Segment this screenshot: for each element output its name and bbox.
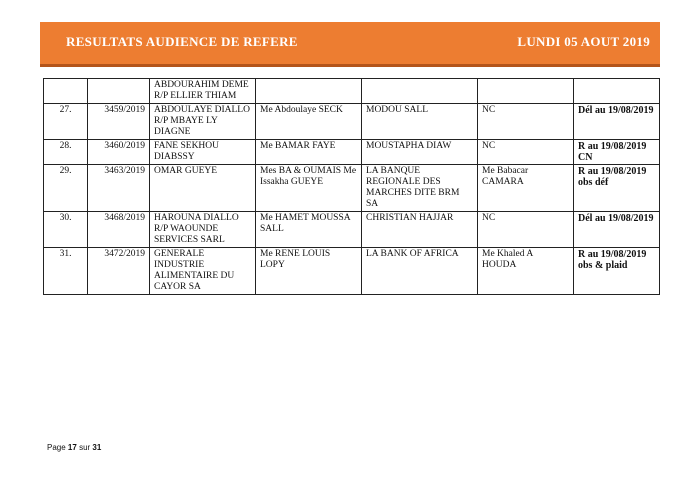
plaintiff-cell: ABDOULAYE DIALLO R/P MBAYE LY DIAGNE <box>150 104 256 140</box>
hearing-result-cell: R au 19/08/2019 CN <box>574 140 660 165</box>
table-row <box>44 79 660 104</box>
results-table-body <box>44 79 660 295</box>
page-total: 31 <box>92 443 102 452</box>
table-row <box>44 212 660 248</box>
plaintiff-lawyer-cell: Me HAMET MOUSSA SALL <box>256 212 362 248</box>
hearing-result-cell: Dél au 19/08/2019 <box>574 212 660 248</box>
plaintiff-cell: HAROUNA DIALLO R/P WAOUNDE SERVICES SARL <box>150 212 256 248</box>
plaintiff-lawyer-cell: Mes BA & OUMAIS Me Issakha GUEYE <box>256 165 362 212</box>
case-number-cell: 3460/2019 <box>88 140 150 165</box>
header-banner-strip <box>40 64 660 67</box>
plaintiff-cell: ABDOURAHIM DEME R/P ELLIER THIAM <box>150 79 256 104</box>
row-number-cell <box>44 79 88 104</box>
defendant-lawyer-cell: Me Khaled A HOUDA <box>478 248 574 295</box>
plaintiff-cell: GENERALE INDUSTRIE ALIMENTAIRE DU CAYOR SA <box>150 248 256 295</box>
defendant-cell: CHRISTIAN HAJJAR <box>362 212 478 248</box>
table-row <box>44 248 660 295</box>
table-row <box>44 104 660 140</box>
defendant-cell <box>362 79 478 104</box>
page-title: RESULTATS AUDIENCE DE REFERE <box>66 34 298 49</box>
plaintiff-lawyer-cell: Me RENE LOUIS LOPY <box>256 248 362 295</box>
hearing-result-cell: Dél au 19/08/2019 <box>574 104 660 140</box>
case-number-cell <box>88 79 150 104</box>
page-footer <box>47 443 101 452</box>
hearing-result-cell: R au 19/08/2019 obs déf <box>574 165 660 212</box>
defendant-lawyer-cell: NC <box>478 212 574 248</box>
case-number-cell: 3468/2019 <box>88 212 150 248</box>
defendant-lawyer-cell: NC <box>478 140 574 165</box>
defendant-cell: LA BANQUE REGIONALE DES MARCHES DITE BRM SA <box>362 165 478 212</box>
row-number-cell: 30. <box>44 212 88 248</box>
plaintiff-lawyer-cell: Me BAMAR FAYE <box>256 140 362 165</box>
defendant-lawyer-cell: NC <box>478 104 574 140</box>
row-number-cell: 31. <box>44 248 88 295</box>
plaintiff-lawyer-cell: Me Abdoulaye SECK <box>256 104 362 140</box>
hearing-result-cell <box>574 79 660 104</box>
plaintiff-cell: OMAR GUEYE <box>150 165 256 212</box>
row-number-cell: 29. <box>44 165 88 212</box>
defendant-cell: MOUSTAPHA DIAW <box>362 140 478 165</box>
plaintiff-cell: FANE SEKHOU DIABSSY <box>150 140 256 165</box>
defendant-cell: MODOU SALL <box>362 104 478 140</box>
case-number-cell: 3472/2019 <box>88 248 150 295</box>
results-table <box>43 78 660 295</box>
row-number-cell: 27. <box>44 104 88 140</box>
table-row <box>44 165 660 212</box>
page-label: Page <box>47 443 66 452</box>
hearing-date: LUNDI 05 AOUT 2019 <box>517 34 650 49</box>
plaintiff-lawyer-cell <box>256 79 362 104</box>
page-sep: sur <box>79 443 91 452</box>
hearing-result-cell: R au 19/08/2019 obs & plaid <box>574 248 660 295</box>
defendant-lawyer-cell <box>478 79 574 104</box>
case-number-cell: 3463/2019 <box>88 165 150 212</box>
table-row <box>44 140 660 165</box>
defendant-lawyer-cell: Me Babacar CAMARA <box>478 165 574 212</box>
row-number-cell: 28. <box>44 140 88 165</box>
defendant-cell: LA BANK OF AFRICA <box>362 248 478 295</box>
case-number-cell: 3459/2019 <box>88 104 150 140</box>
page-current: 17 <box>67 443 77 452</box>
